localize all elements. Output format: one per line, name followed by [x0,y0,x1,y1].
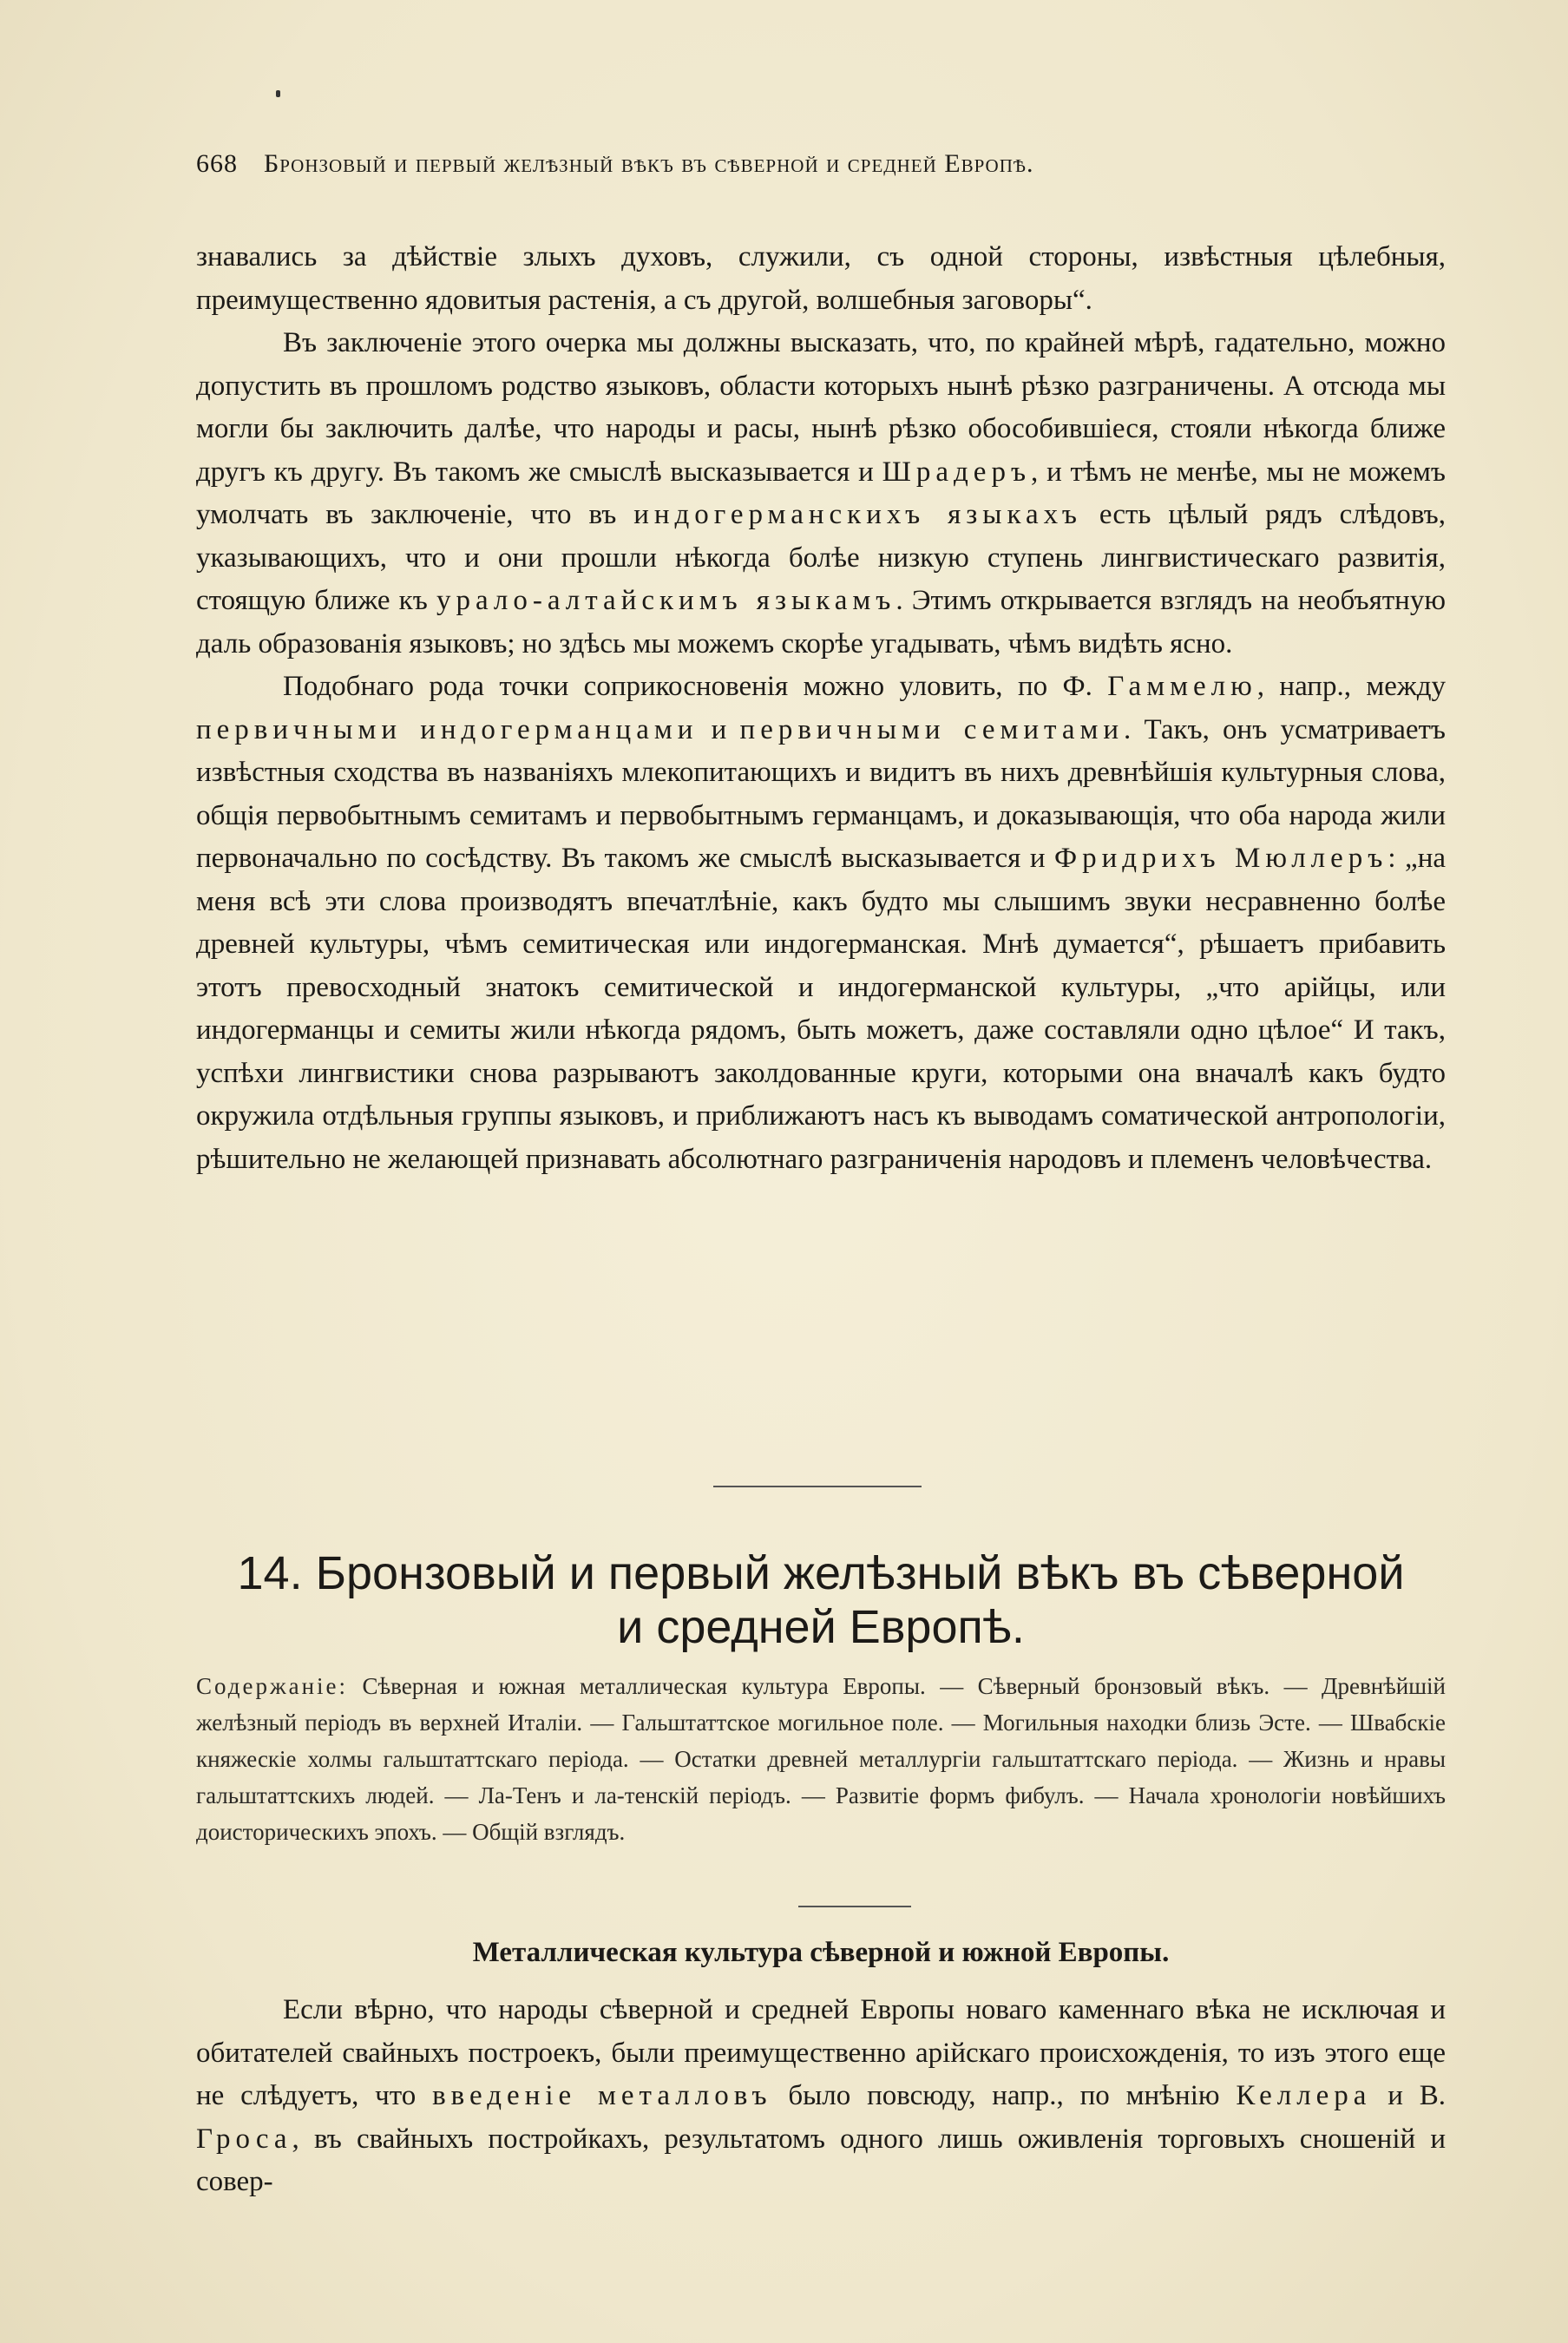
text-run: Если вѣрно, что народы сѣверной и средней Европы новаго каменнаго вѣка не исключая и обитателей свайныхъ построекъ, были преимущественно арійскаго происхожденія, то изъ этого еще не слѣдуетъ, что [196,1994,1446,2111]
text-run: Въ заключеніе этого очерка мы должны высказать, что, по крайней мѣрѣ, гадательно, можно допустить въ прошломъ родство языковъ, области которыхъ нынѣ рѣзко разграничены. А отсюда мы могли бы заключить далѣе, что народы и расы, нынѣ рѣзко обособившіеся, стояли нѣкогда ближе другъ къ другу. Въ такомъ же смыслѣ высказывается и [196,327,1446,488]
text-run: и В. [1371,2080,1446,2111]
text-run: . Такъ, онъ усматриваетъ извѣстныя сходства въ названіяхъ млекопитающихъ и видитъ въ нихъ древнѣйшія культурныя слова, общія первобытнымъ семитамъ и первобытнымъ германцамъ, и доказывающія, что оба народа жили первоначально по сосѣдству. Въ такомъ же смыслѣ высказывается и [196,713,1446,874]
author-name: Фридрихъ Мюллеръ [1054,843,1388,874]
ink-speck [276,90,280,97]
contents-label: Содержаніе: [196,1673,349,1699]
text-run: : „на меня всѣ эти слова производятъ впечатлѣніе, какъ будто мы слышимъ звуки несравненно болѣе древней культуры, чѣмъ семитическая или индогерманская. Мнѣ думается“, рѣшаетъ прибавить этотъ превосходный знатокъ семитической и индогерманской культуры, „что арійцы, или индогерманцы и семиты жили нѣкогда рядомъ, быть можетъ, даже составляли одно цѣлое“ И такъ, успѣхи лингвистики снова разрываютъ заколдованные круги, которыми она вначалѣ какъ будто окружила отдѣльныя группы языковъ, и приближаютъ насъ къ выводамъ соматической антропологіи, рѣшительно не желающей признавать абсолютнаго разграниченія народовъ и племенъ человѣчества. [196,843,1447,1175]
running-header [196,149,1376,179]
paragraph [196,322,1446,666]
paragraph: знавались за дѣйствіе злыхъ духовъ, служили, съ одной стороны, извѣстныя цѣлебныя, преимущественно ядовитыя растенія, а съ другой, волшебныя заговоры“. [196,241,1446,316]
text-run: , напр., между [1256,671,1446,702]
chapter-title [196,1546,1446,1654]
author-name: Гроса [196,2123,292,2155]
chapter-contents [196,1668,1446,1850]
text-run: было повсюду, напр., по мнѣнію [771,2080,1237,2111]
section-title: Металлическая культура сѣверной и южной Европы. [472,1937,1170,1968]
emphasis: первичными семитами [739,713,1125,745]
section-divider [713,1486,922,1487]
text-run: . Этимъ открывается взглядъ на необъятную даль образованія языковъ; но здѣсь мы можемъ скорѣе угадывать, чѣмъ видѣть ясно. [196,585,1446,660]
author-name: Шрадеръ [882,456,1032,488]
chapter-title-line: 14. Бронзовый и первый желѣзный вѣкъ въ сѣверной [237,1547,1405,1599]
section-divider [798,1906,911,1907]
emphasis: индогерманскихъ языкахъ [633,499,1082,530]
paragraph [196,666,1446,1181]
text-run: , въ свайныхъ постройкахъ, результатомъ одного лишь оживленія торговыхъ сношеній и совер- [196,2123,1446,2197]
paragraph [196,1989,1446,2204]
emphasis: первичными индогерманцами [196,713,699,745]
text-run: есть цѣлый рядъ слѣдовъ, указывающихъ, что и они прошли нѣкогда болѣе низкую ступень лингвистическаго развитія, стоящую ближе къ [196,499,1446,616]
author-name: Келлера [1236,2080,1372,2111]
emphasis: введеніе металловъ [432,2080,772,2111]
text-run: , и тѣмъ не менѣе, мы не можемъ умолчать въ заключеніе, что въ [196,456,1446,530]
page-number: 668 [196,149,238,178]
chapter-title-line: и средней Европѣ. [617,1601,1025,1653]
contents-text: Сѣверная и южная металлическая культура Европы. — Сѣверный бронзовый вѣкъ. — Древнѣйшій желѣзный періодъ въ верхней Италіи. — Гальштаттское могильное поле. — Могильныя находки близь Эсте. — Швабскіе княжескіе холмы гальштаттскаго періода. — Остатки древней металлургіи гальштаттскаго періода. — Жизнь и нравы гальштаттскихъ людей. — Ла-Тенъ и ла-тенскій періодъ. — Развитіе формъ фибулъ. — Начала хронологіи новѣйшихъ доисторическихъ эпохъ. — Общій взглядъ. [196,1673,1446,1845]
author-name: Гаммелю [1107,671,1257,702]
running-title: Бронзовый и первый желѣзный вѣкъ въ сѣверной и средней Европѣ. [264,149,1034,178]
emphasis: урало-алтайскимъ языкамъ [436,585,896,616]
text-run: Подобнаго рода точки соприкосновенія можно уловить, по Ф. [283,671,1108,702]
text-run: и [698,713,740,745]
section-text [196,1989,1446,2204]
main-text [196,236,1446,1181]
